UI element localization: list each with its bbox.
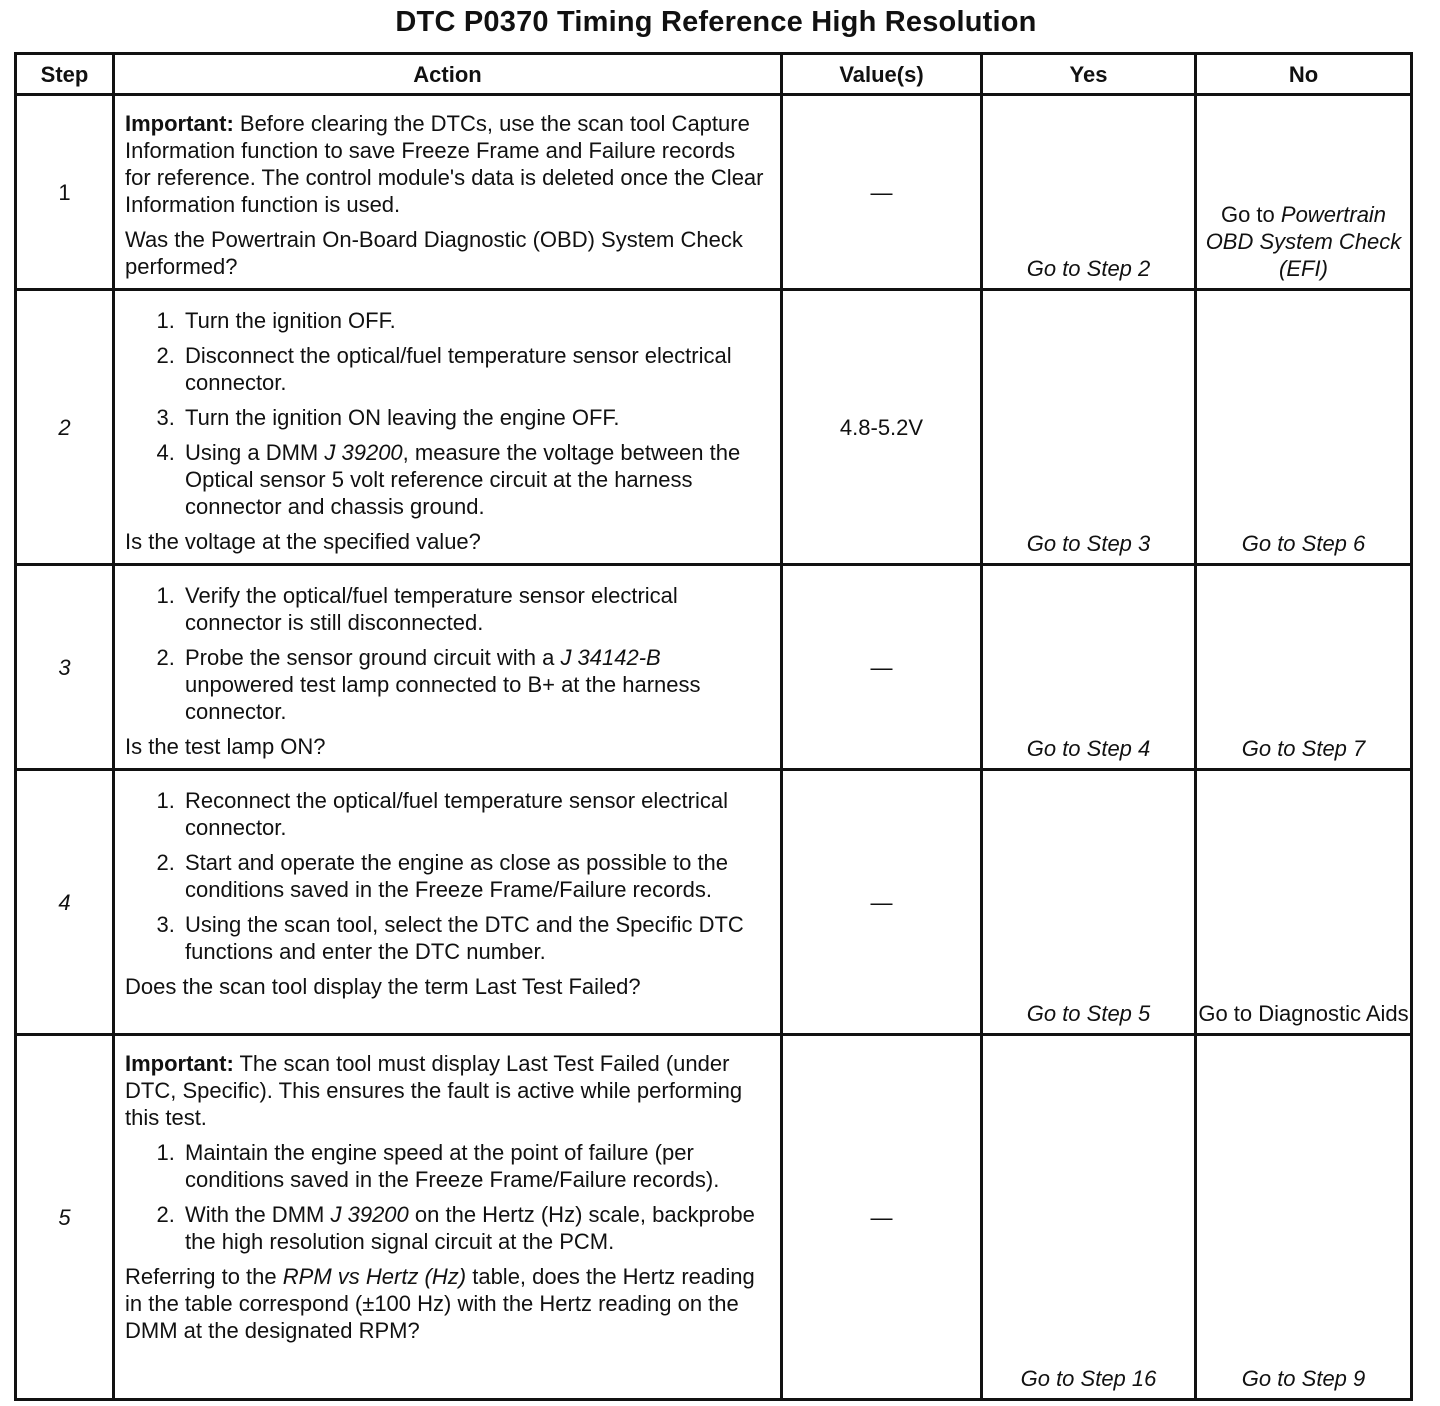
procedure-text: , measure the voltage between the Optical sensor 5 volt reference circuit at the harness connector and chassis ground. bbox=[185, 440, 741, 519]
procedure-list bbox=[125, 307, 766, 520]
important-note bbox=[125, 1050, 766, 1131]
procedure-text: unpowered test lamp connected to B+ at the harness connector. bbox=[185, 672, 701, 724]
procedure-step bbox=[181, 644, 766, 725]
value-cell: — bbox=[782, 1035, 982, 1400]
no-cell: Go to Step 7 bbox=[1196, 565, 1412, 770]
step-question bbox=[125, 1263, 766, 1344]
important-text: The scan tool must display Last Test Failed (under DTC, Specific). This ensures the fault is active while performing this test. bbox=[125, 1051, 743, 1130]
step-question: Is the voltage at the specified value? bbox=[125, 529, 481, 554]
procedure-step: 2. Disconnect the optical/fuel temperature sensor electrical connector. bbox=[181, 342, 766, 396]
action-cell bbox=[114, 770, 782, 1035]
table-row bbox=[16, 1035, 1412, 1400]
important-label: Important: bbox=[125, 111, 234, 136]
procedure-step: 1. Turn the ignition OFF. bbox=[181, 307, 766, 334]
header-row bbox=[16, 54, 1412, 95]
action-cell bbox=[114, 95, 782, 290]
step-question: Is the test lamp ON? bbox=[125, 734, 326, 759]
procedure-step: 3. Turn the ignition ON leaving the engine OFF. bbox=[181, 404, 766, 431]
table-reference: RPM vs Hertz (Hz) bbox=[282, 1264, 467, 1289]
column-header-yes: Yes bbox=[982, 54, 1196, 95]
page-title: DTC P0370 Timing Reference High Resolution bbox=[395, 6, 1037, 38]
value-cell: 4.8-5.2V bbox=[782, 290, 982, 565]
step-question: Does the scan tool display the term Last Test Failed? bbox=[125, 974, 641, 999]
no-cell: Go to Step 6 bbox=[1196, 290, 1412, 565]
tool-reference: J 39200 bbox=[324, 440, 403, 465]
procedure-step: 1. Verify the optical/fuel temperature sensor electrical connector is still disconnected. bbox=[181, 582, 766, 636]
procedure-step: 1. Reconnect the optical/fuel temperature sensor electrical connector. bbox=[181, 787, 766, 841]
procedure-step: 2. Start and operate the engine as close as possible to the conditions saved in the Freeze Frame/Failure records. bbox=[181, 849, 766, 903]
action-cell bbox=[114, 565, 782, 770]
value-cell: — bbox=[782, 565, 982, 770]
procedure-step bbox=[181, 439, 766, 520]
action-cell bbox=[114, 290, 782, 565]
column-header-values: Value(s) bbox=[782, 54, 982, 95]
no-reference: Powertrain OBD System Check (EFI) bbox=[1205, 202, 1402, 281]
question-text: Referring to the bbox=[125, 1264, 277, 1289]
procedure-list bbox=[125, 787, 766, 965]
procedure-step: 1. Maintain the engine speed at the point of failure (per conditions saved in the Freeze Frame/Failure records). bbox=[181, 1139, 766, 1193]
procedure-text: on the Hertz (Hz) scale, backprobe the high resolution signal circuit at the PCM. bbox=[185, 1202, 755, 1254]
procedure-list bbox=[125, 582, 766, 725]
step-number: 1 bbox=[16, 95, 114, 290]
important-text: Before clearing the DTCs, use the scan tool Capture Information function to save Freeze Frame and Failure records for reference. The control module's data is deleted once the Clear Information function is used. bbox=[125, 111, 764, 217]
yes-cell: Go to Step 2 bbox=[982, 95, 1196, 290]
step-question: Was the Powertrain On-Board Diagnostic (OBD) System Check performed? bbox=[125, 227, 743, 279]
action-cell bbox=[114, 1035, 782, 1400]
column-header-no: No bbox=[1196, 54, 1412, 95]
tool-reference: J 34142-B bbox=[560, 645, 661, 670]
table-row bbox=[16, 770, 1412, 1035]
no-cell bbox=[1196, 95, 1412, 290]
important-note bbox=[125, 110, 766, 218]
step-number: 4 bbox=[16, 770, 114, 1035]
procedure-text: Using a DMM bbox=[185, 440, 319, 465]
column-header-step: Step bbox=[16, 54, 114, 95]
procedure-text: With the DMM bbox=[185, 1202, 325, 1227]
table-row bbox=[16, 290, 1412, 565]
yes-cell: Go to Step 3 bbox=[982, 290, 1196, 565]
value-cell: — bbox=[782, 95, 982, 290]
yes-cell: Go to Step 4 bbox=[982, 565, 1196, 770]
step-number: 5 bbox=[16, 1035, 114, 1400]
procedure-step: 3. Using the scan tool, select the DTC and the Specific DTC functions and enter the DTC number. bbox=[181, 911, 766, 965]
important-label: Important: bbox=[125, 1051, 234, 1076]
tool-reference: J 39200 bbox=[330, 1202, 409, 1227]
no-prefix: Go to bbox=[1220, 202, 1275, 227]
procedure-step bbox=[181, 1201, 766, 1255]
question-text: table, does the Hertz reading in the table correspond (±100 Hz) with the Hertz reading on the DMM at the designated RPM? bbox=[125, 1264, 755, 1343]
table-row bbox=[16, 565, 1412, 770]
procedure-text: Probe the sensor ground circuit with a bbox=[185, 645, 555, 670]
table-row bbox=[16, 95, 1412, 290]
diagnostic-table bbox=[14, 52, 1413, 1401]
step-number: 2 bbox=[16, 290, 114, 565]
no-cell: Go to Diagnostic Aids bbox=[1196, 770, 1412, 1035]
no-cell: Go to Step 9 bbox=[1196, 1035, 1412, 1400]
value-cell: — bbox=[782, 770, 982, 1035]
yes-cell: Go to Step 5 bbox=[982, 770, 1196, 1035]
step-number: 3 bbox=[16, 565, 114, 770]
procedure-list bbox=[125, 1139, 766, 1255]
yes-cell: Go to Step 16 bbox=[982, 1035, 1196, 1400]
column-header-action: Action bbox=[114, 54, 782, 95]
